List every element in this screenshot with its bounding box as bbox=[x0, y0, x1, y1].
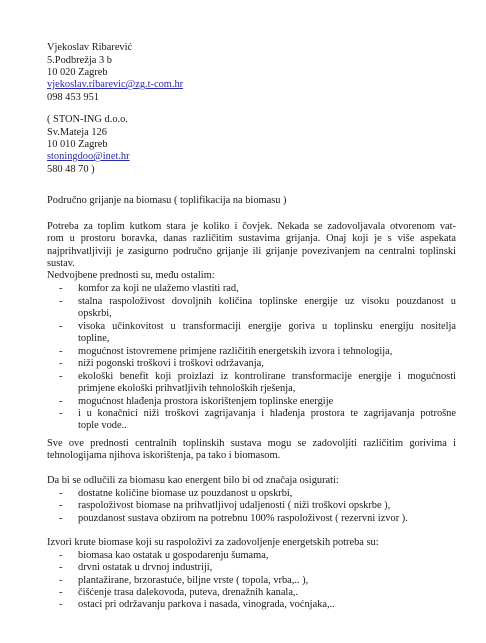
intro-line: sustav. bbox=[47, 258, 75, 269]
list-bullet: - bbox=[59, 346, 63, 357]
source-item: biomasa kao ostatak u gospodarenju šumama, bbox=[78, 550, 269, 561]
recipient-phone: 580 48 70 ) bbox=[47, 164, 95, 175]
advantage-item: mogućnost istovremene primjene različitih energetskih izvora i tehnologija, bbox=[78, 346, 393, 357]
biomass-item: raspoloživost biomase na prihvatljivoj udaljenosti ( niži troškovi opskrbe ), bbox=[78, 500, 391, 511]
advantages-heading: Nedvojbene prednosti su, među ostalim: bbox=[47, 270, 215, 281]
sources-heading: Izvori krute biomase koji su raspoloživi za zadovoljenje energetskih potreba su: bbox=[47, 537, 379, 548]
recipient-company: ( STON-ING d.o.o. bbox=[47, 114, 128, 125]
biomass-item: dostatne količine biomase uz pouzdanost u opskrbi, bbox=[78, 488, 293, 499]
biomass-item: pouzdanost sustava obzirom na potrebnu 100% raspoloživost ( rezervni izvor ). bbox=[78, 513, 408, 524]
biomass-heading: Da bi se odlučili za biomasu kao energent bilo bi od značaja osigurati: bbox=[47, 475, 339, 486]
advantage-item: mogućnost hlađenja prostora iskorištenjem toplinske energije bbox=[78, 396, 334, 407]
list-bullet: - bbox=[59, 321, 63, 332]
recipient-city: 10 010 Zagreb bbox=[47, 139, 108, 150]
list-bullet: - bbox=[59, 587, 63, 598]
advantage-item: niži pogonski troškovi i troškovi održavanja, bbox=[78, 358, 264, 369]
source-item: plantažirane, brzorastuće, biljne vrste ( topola, vrba,.. ), bbox=[78, 575, 309, 586]
intro-line: rom u prostoru boravka, danas različitim sustavima grijanja. Onaj koji je s više aspekata bbox=[47, 233, 456, 244]
advantage-item-cont: opskrbi, bbox=[78, 308, 112, 319]
para2-line: tehnologijama njihova iskorištenja, pa tako i biomasom. bbox=[47, 450, 281, 461]
list-bullet: - bbox=[59, 562, 63, 573]
list-bullet: - bbox=[59, 358, 63, 369]
list-bullet: - bbox=[59, 550, 63, 561]
list-bullet: - bbox=[59, 513, 63, 524]
list-bullet: - bbox=[59, 283, 63, 294]
advantage-item-cont: topline, bbox=[78, 333, 110, 344]
list-bullet: - bbox=[59, 575, 63, 586]
sender-email-link[interactable]: vjekoslav.ribarevic@zg.t-com.hr bbox=[47, 79, 184, 90]
sender-name: Vjekoslav Ribarević bbox=[47, 42, 133, 53]
list-bullet: - bbox=[59, 296, 63, 307]
list-bullet: - bbox=[59, 396, 63, 407]
advantage-item: ekološki benefit koji proizlazi iz kontrolirane transformacije energije i mogućnosti bbox=[78, 371, 456, 382]
advantage-item-cont: tople vode.. bbox=[78, 420, 127, 431]
para2-line: Sve ove prednosti centralnih toplinskih sustava mogu se zadovoljiti različitim gorivima i bbox=[47, 438, 456, 449]
source-item: ostaci pri održavanju parkova i nasada, vinograda, voćnjaka,.. bbox=[78, 599, 335, 610]
advantage-item-cont: primjene ekološki prihvatljivih tehnoloških rješenja, bbox=[78, 383, 296, 394]
list-bullet: - bbox=[59, 408, 63, 419]
advantage-item: komfor za koji ne ulažemo vlastiti rad, bbox=[78, 283, 239, 294]
list-bullet: - bbox=[59, 500, 63, 511]
sender-phone: 098 453 951 bbox=[47, 92, 99, 103]
advantage-item: i u konačnici niži troškovi zagrijavanja i hlađenja prostora te zagrijavanja potrošne bbox=[78, 408, 456, 419]
sender-city: 10 020 Zagreb bbox=[47, 67, 108, 78]
recipient-email-link[interactable]: stoningdoo@inet.hr bbox=[47, 151, 130, 162]
intro-line: najprihvatljiviji je zasigurno područno grijanje ili grijanje povezivanjem na centralni toplinski bbox=[47, 246, 456, 257]
intro-line: Potreba za toplim kutkom stara je koliko i čovjek. Nekada se zadovoljavala otvorenom vat- bbox=[47, 221, 456, 232]
advantage-item: stalna raspoloživost dovoljnih količina toplinske energije uz visoku pouzdanost u bbox=[78, 296, 456, 307]
source-item: drvni ostatak u drvnoj industriji, bbox=[78, 562, 213, 573]
list-bullet: - bbox=[59, 371, 63, 382]
recipient-street: Sv.Mateja 126 bbox=[47, 127, 107, 138]
sender-street: 5.Podbrežja 3 b bbox=[47, 55, 112, 66]
list-bullet: - bbox=[59, 599, 63, 610]
list-bullet: - bbox=[59, 488, 63, 499]
source-item: čišćenje trasa dalekovoda, puteva, drenažnih kanala,. bbox=[78, 587, 299, 598]
advantage-item: visoka učinkovitost u transformaciji energije goriva u toplinsku energiju nositelja bbox=[78, 321, 456, 332]
subject-line: Područno grijanje na biomasu ( toplifikacija na biomasu ) bbox=[47, 195, 287, 206]
